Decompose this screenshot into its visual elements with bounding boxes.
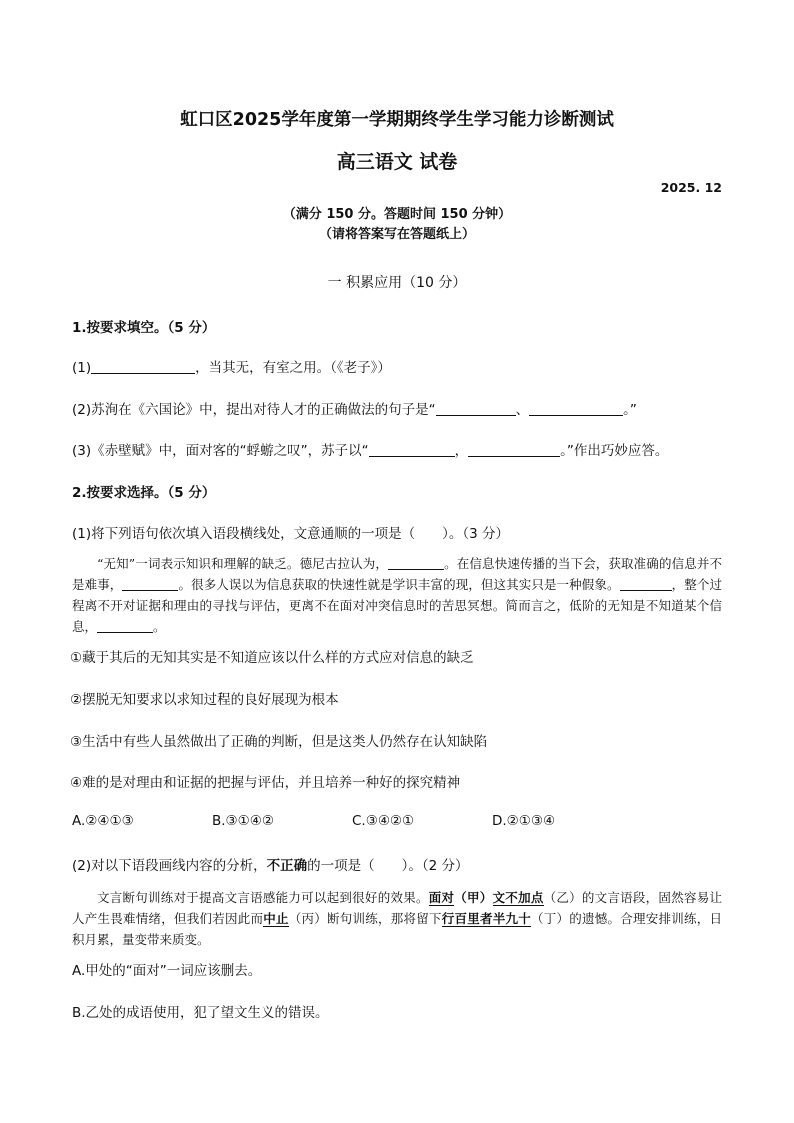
q1-item1	[72, 356, 391, 376]
reading-passage-2	[72, 887, 722, 950]
passage-text: “无知”一词表示知识和理解的缺乏。德尼古拉认为，	[97, 556, 389, 571]
passage-text: 文言断句训练对于提高文言语感能力可以起到很好的效果。	[97, 890, 429, 905]
passage-text: 。很多人误以为信息获取的快速性就是学识丰富的现，但这其实只是一种假象。	[178, 577, 620, 592]
choice-b[interactable]: B.③①④②	[212, 813, 274, 829]
passage-text: （乙）的文言语段，固然容易让人产生畏难情绪，但我们若因此而	[72, 890, 722, 926]
answer-blank[interactable]	[436, 402, 516, 417]
answer-option-b: B.乙处的成语使用，犯了望文生义的错误。	[72, 1005, 329, 1021]
q1-item2	[72, 398, 637, 418]
exam-note-answer: （请将答案写在答题纸上）	[318, 227, 475, 242]
choice-a[interactable]: A.②④①③	[72, 813, 134, 829]
underlined-phrase-bing: 中止	[263, 911, 289, 926]
option-2: ②摆脱无知要求以求知过程的良好展现为根本	[70, 692, 339, 708]
q1-item3-mid: ，	[454, 443, 469, 459]
passage-text: ，整个过程离不开对证据和理由的寻找与评估，更离不在面对冲突信息时的苦思冥想。简而言之，低阶的无知是不知道某个信息，	[72, 577, 722, 634]
answer-blank[interactable]	[91, 360, 195, 375]
passage-blank	[97, 620, 153, 634]
answer-blank[interactable]	[468, 443, 560, 458]
q1-item3-prefix: (3)《赤壁赋》中，面对客的“蜉蝣之叹”，苏子以“	[72, 443, 369, 459]
option-1: ①藏于其后的无知其实是不知道应该以什么样的方式应对信息的缺乏	[70, 650, 474, 666]
reading-passage-1	[72, 553, 722, 637]
marker-jia: （甲）	[454, 890, 493, 905]
passage-blank	[122, 578, 178, 592]
q1-item2-prefix: (2)苏洵在《六国论》中，提出对待人才的正确做法的句子是“	[72, 402, 436, 418]
q2-sub2	[72, 854, 469, 874]
underlined-phrase-ding: 行百里者半九十	[441, 911, 531, 926]
q1-heading: 1.按要求填空。（5 分）	[72, 320, 216, 336]
q2-heading: 2.按要求选择。（5 分）	[72, 485, 216, 501]
q1-item1-prefix: (1)	[72, 360, 92, 376]
q1-item2-suffix: 。”	[623, 402, 637, 418]
option-4: ④难的是对理由和证据的把握与评估，并且培养一种好的探究精神	[70, 775, 461, 791]
q1-item3	[72, 439, 668, 459]
q2-sub2-prefix: (2)对以下语段画线内容的分析，	[72, 858, 267, 874]
exam-subtitle: 高三语文 试卷	[336, 151, 458, 173]
q1-item2-mid: 、	[515, 402, 530, 418]
passage-text: （丙）断句训练，那将留下	[288, 911, 442, 926]
underlined-phrase-yi: 文不加点	[492, 890, 544, 905]
answer-blank[interactable]	[369, 443, 455, 458]
q2-sub2-emphasis: 不正确	[266, 858, 308, 874]
passage-text: （丁）的遗憾。合理安排训练，日积月累，量变带来质变。	[72, 911, 722, 947]
passage-blank	[388, 557, 444, 571]
answer-option-a: A.甲处的“面对”一词应该删去。	[72, 963, 262, 979]
q2-sub2-suffix: 的一项是（ ）。（2 分）	[307, 858, 469, 874]
q1-item1-suffix: ，当其无，有室之用。（《老子》）	[195, 360, 391, 376]
exam-title: 虹口区2025学年度第一学期期终学生学习能力诊断测试	[180, 110, 614, 130]
exam-note-score: （满分 150 分。答题时间 150 分钟）	[282, 207, 512, 222]
q2-sub1: (1)将下列语句依次填入语段横线处，文意通顺的一项是（ ）。（3 分）	[72, 526, 510, 542]
passage-blank	[620, 578, 672, 592]
passage-text: 。	[153, 619, 166, 634]
choice-d[interactable]: D.②①③④	[492, 813, 556, 829]
q1-item3-suffix: 。”作出巧妙应答。	[560, 443, 669, 459]
section-title: 一 积累应用（10 分）	[327, 275, 467, 291]
option-3: ③生活中有些人虽然做出了正确的判断，但是这类人仍然存在认知缺陷	[70, 734, 488, 750]
passage-text: 。在信息快速传播的当下会，获取准确的信息并不是难事，	[72, 556, 722, 592]
choice-c[interactable]: C.③④②①	[352, 813, 415, 829]
underlined-phrase-jia: 面对	[428, 890, 455, 905]
answer-blank[interactable]	[529, 402, 623, 417]
exam-date: 2025. 12	[660, 180, 722, 195]
